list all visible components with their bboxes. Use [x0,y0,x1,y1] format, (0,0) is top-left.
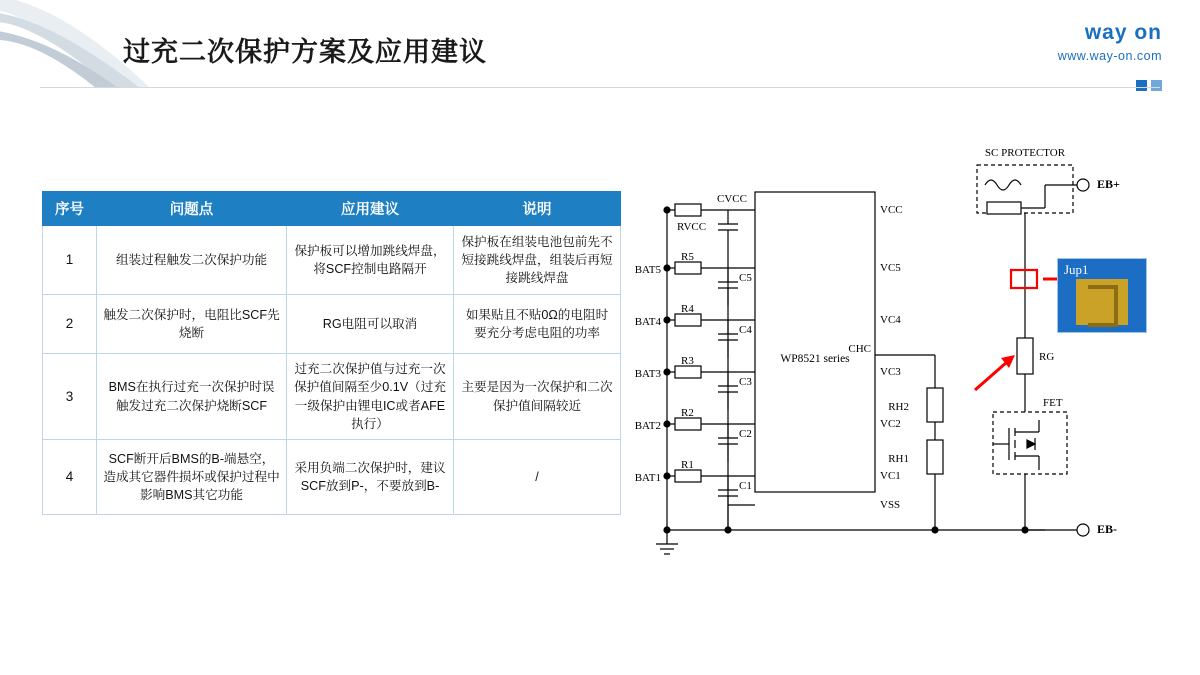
table-row [43,226,621,295]
capacitor-label-c2: C2 [739,428,752,440]
cell-index: 2 [43,295,97,354]
cell-advice: 过充二次保护值与过充一次保护值间隔至少0.1V（过充一级保护由锂电IC或者AFE执行） [287,354,454,440]
capacitor-label-c3: C3 [739,376,752,388]
slide-header [0,0,1200,88]
pin-label-vc5: VC5 [880,262,901,274]
chip-marking: Jup1 [1064,262,1089,277]
label-fet: FET [1043,397,1063,409]
battery-label-bat1: BAT1 [634,472,661,484]
cell-note: / [454,440,621,515]
chip-photo [1057,258,1147,333]
capacitor-label-cvcc: CVCC [717,193,747,205]
resistor-label-rvcc: RVCC [677,221,707,233]
column-header-advice: 应用建议 [287,192,454,226]
cell-advice: RG电阻可以取消 [287,295,454,354]
header-divider [40,87,1160,88]
battery-label-bat4: BAT4 [634,316,661,328]
cell-issue: 组装过程触发二次保护功能 [97,226,287,295]
resistor-label-r3: R3 [681,355,694,367]
pin-label-vss: VSS [880,499,901,511]
table-row [43,295,621,354]
cell-note: 保护板在组装电池包前先不短接跳线焊盘，组装后再短接跳线焊盘 [454,226,621,295]
brand-logo: way on [1084,21,1162,44]
battery-label-bat5: BAT5 [634,264,661,276]
cell-advice: 保护板可以增加跳线焊盘，将SCF控制电路隔开 [287,226,454,295]
cell-index: 3 [43,354,97,440]
pin-label-vc3: VC3 [880,366,901,378]
cell-note: 主要是因为一次保护和二次保护值间隔较近 [454,354,621,440]
table-row [43,354,621,440]
pin-label-vcc: VCC [880,204,903,216]
battery-label-bat2: BAT2 [634,420,661,432]
capacitor-label-c1: C1 [739,480,752,492]
chip-die-graphic [1076,279,1128,325]
column-header-note: 说明 [454,192,621,226]
resistor-label-rh2: RH2 [888,401,909,413]
label-sc-protector: SC PROTECTOR [984,147,1066,159]
pin-label-chc: CHC [848,343,871,355]
terminal-label-negative: EB- [1097,522,1118,536]
cell-issue: SCF断开后BMS的B-端悬空，造成其它器件损坏或保护过程中影响BMS其它功能 [97,440,287,515]
resistor-label-r2: R2 [681,407,694,419]
resistor-label-rh1: RH1 [888,453,909,465]
capacitor-label-c4: C4 [739,324,752,336]
brand-url: www.way-on.com [1057,49,1162,63]
issues-table [42,191,621,515]
resistor-label-r5: R5 [681,251,694,263]
capacitor-label-c5: C5 [739,272,752,284]
pin-label-vc2: VC2 [880,418,901,430]
cell-advice: 采用负端二次保护时，建议SCF放到P-，不要放到B- [287,440,454,515]
column-header-index: 序号 [43,192,97,226]
table-header-row [43,192,621,226]
page-title: 过充二次保护方案及应用建议 [123,37,487,67]
pin-label-vc4: VC4 [880,314,901,326]
cell-index: 4 [43,440,97,515]
brand-block [1058,22,1162,63]
schematic-diagram [625,140,1185,570]
schematic-svg [625,140,1185,570]
pin-label-vc1: VC1 [880,470,901,482]
battery-label-bat3: BAT3 [634,368,661,380]
cell-note: 如果贴且不贴0Ω的电阻时要充分考虑电阻的功率 [454,295,621,354]
resistor-label-rg: RG [1039,351,1055,363]
ic-part-label: WP8521 series [780,353,850,365]
cell-issue: 触发二次保护时，电阻比SCF先烧断 [97,295,287,354]
brand-squares-icon [1136,80,1162,91]
cell-issue: BMS在执行过充一次保护时误触发过充二次保护烧断SCF [97,354,287,440]
cell-index: 1 [43,226,97,295]
column-header-issue: 问题点 [97,192,287,226]
terminal-label-positive: EB+ [1097,177,1120,191]
issues-table-container [42,191,620,515]
resistor-label-r1: R1 [681,459,694,471]
resistor-label-r4: R4 [681,303,694,315]
table-row [43,440,621,515]
